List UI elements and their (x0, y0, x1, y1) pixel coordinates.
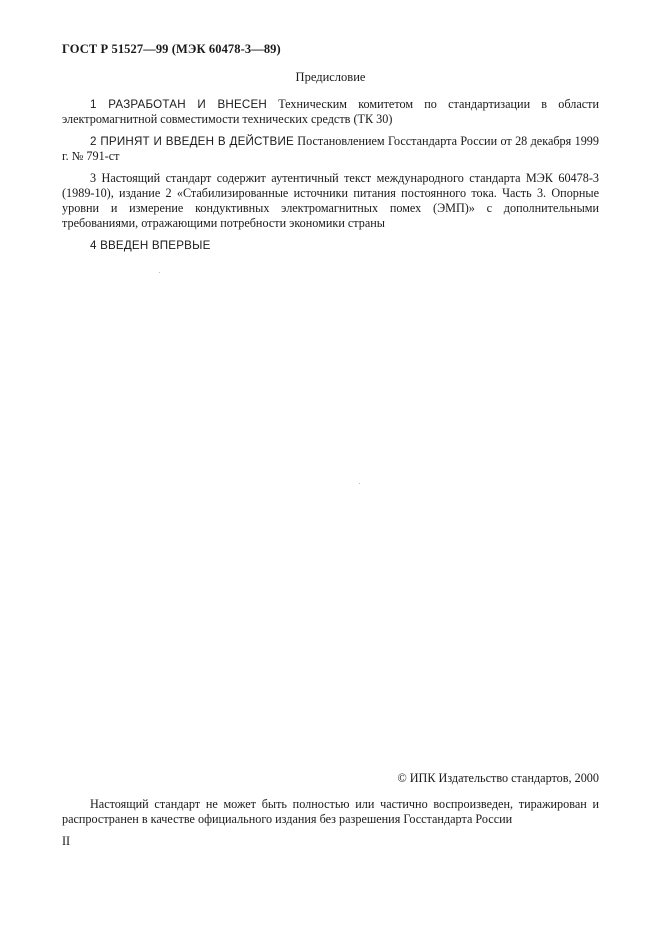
preface-item-1 (62, 97, 599, 127)
preface-item-4 (62, 238, 599, 253)
preface-item-4-lead: 4 ВВЕДЕН ВПЕРВЫЕ (90, 239, 211, 252)
preface-item-1-lead: 1 РАЗРАБОТАН И ВНЕСЕН (90, 98, 267, 111)
scan-speck (159, 272, 160, 273)
document-header: ГОСТ Р 51527—99 (МЭК 60478-3—89) (62, 42, 281, 56)
preface-item-3 (62, 171, 599, 231)
reproduction-notice: Настоящий стандарт не может быть полностью или частично воспроизведен, тиражирован и распространен в качестве официального издания без разрешения Госстандарта России (62, 797, 599, 826)
preface-item-1-text: Техническим комитетом по стандартизации в области электромагнитной совместимости технических средств (ТК 30) (62, 97, 599, 126)
preface-item-2 (62, 134, 599, 164)
page-number: II (62, 834, 71, 848)
preface-item-2-text: Постановлением Госстандарта России от 28 декабря 1999 г. № 791-ст (62, 134, 599, 163)
copyright-line: © ИПК Издательство стандартов, 2000 (397, 771, 599, 785)
preface-item-2-lead: 2 ПРИНЯТ И ВВЕДЕН В ДЕЙСТВИЕ (90, 135, 294, 148)
section-title: Предисловие (295, 70, 366, 84)
preface-item-3-text: 3 Настоящий стандарт содержит аутентичный текст международного стандарта МЭК 60478-3 (1989-10), издание 2 «Стабилизированные источники питания постоянного тока. Часть 3. Опорные уровни и измерение кондуктивных электромагнитных помех (ЭМП)» с дополнительными требованиями, отражающими потребности экономики страны (62, 171, 599, 230)
scan-speck (359, 483, 360, 484)
